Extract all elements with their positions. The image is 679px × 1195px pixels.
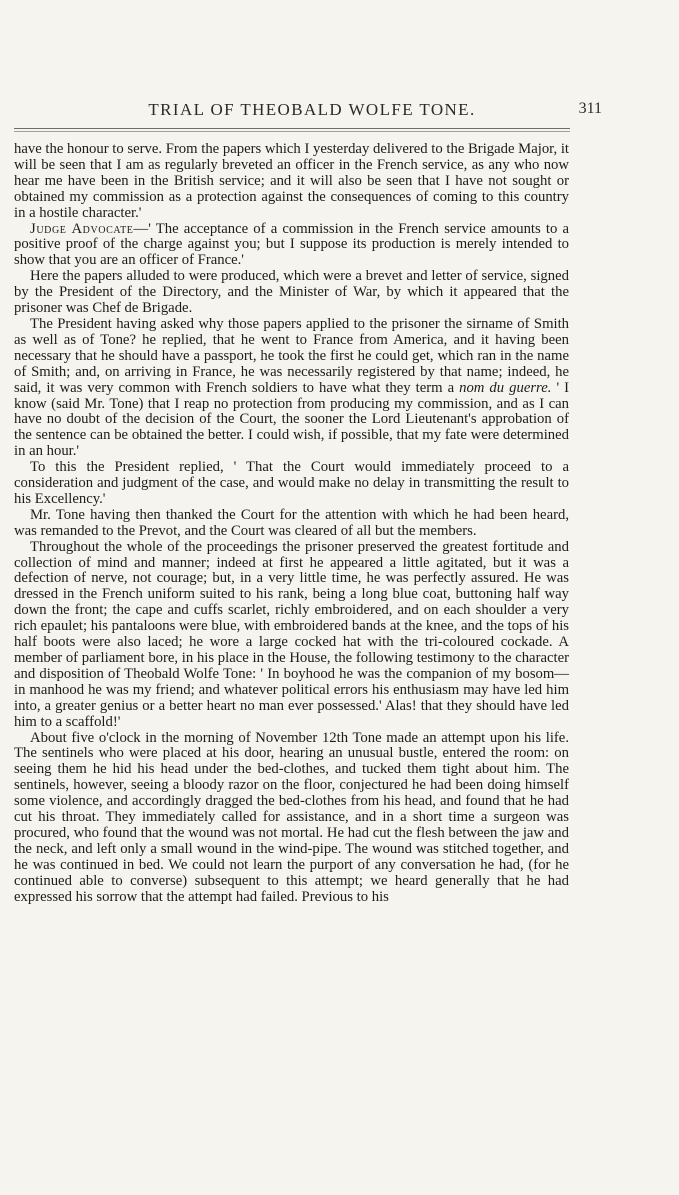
paragraph-text: have the honour to serve. From the papers which I yesterday delivered to the Brigade Major, it will be seen that I am as regularly breveted an officer in the French service, as any who now hear me have been in the British service; and it will also be seen that I have not sought or obtained my commission as a protection against the consequences of coming to this country in a hostile character.' — [14, 141, 569, 221]
running-head — [112, 100, 602, 122]
paragraph-5 — [14, 460, 569, 508]
paragraph-text: Here the papers alluded to were produced, which were a brevet and letter of service, signed by the President of the Directory, and the Minister of War, by which it appeared that the prisoner was Chef de Brigade. — [14, 268, 569, 317]
paragraph-6 — [14, 508, 569, 540]
paragraph-1 — [14, 142, 569, 222]
header-rule — [14, 128, 570, 129]
paragraph-text: About five o'clock in the morning of November 12th Tone made an attempt upon his life. The sentinels who were placed at his door, hearing an unusual bustle, entered the room: on seeing them he hid his head under the bed-clothes, and tucked them tight about him. The sentinels, however, seeing a bloody razor on the floor, conjectured he had been doing himself some violence, and accordingly dragged the bed-clothes from his head, and found that he had cut his throat. They immediately called for assistance, and in a short time a surgeon was procured, who found that the wound was not mortal. He had cut the flesh between the jaw and the neck, and left only a small wound in the wind-pipe. The wound was stitched together, and he was continued in bed. We could not learn the purport of any conversation he had, (for he continued able to converse) subsequent to this attempt; we heard generally that he had expressed his sorrow that the attempt had failed. Previous to his — [14, 729, 569, 905]
paragraph-2 — [14, 222, 569, 270]
paragraph-text: The President having asked why those papers applied to the prisoner the sirname of Smith as well as of Tone? he replied, that he went to France from America, and it having been necessary that he should have a passport, he took the first he could get, which ran in the name of Smith; and, on arriving in France, he was necessarily registered by that name; indeed, he said, it was very common with French soldiers to have what they term a — [14, 315, 569, 396]
paragraph-7 — [14, 540, 569, 731]
paragraph-4 — [14, 317, 569, 460]
paragraph-text: To this the President replied, ' That the Court would immediately proceed to a consideration and judgment of the case, and would make no delay in transmitting the result to his Excellency.' — [14, 459, 569, 507]
italic-phrase: nom du guerre. — [459, 379, 552, 396]
header-rule-thin — [14, 131, 570, 132]
page-number: 311 — [578, 100, 602, 117]
paragraph-8 — [14, 731, 569, 906]
speaker-judge-advocate: Judge Advocate — [30, 220, 134, 237]
running-title: TRIAL OF THEOBALD WOLFE TONE. — [148, 100, 476, 119]
body-text — [14, 142, 569, 1162]
paragraph-text: Throughout the whole of the proceedings the prisoner preserved the greatest fortitude and collection of mind and manner; indeed at first he appeared a little agitated, but it was a defection of nerve, not courage; but, in a very little time, he was perfectly assured. He was dressed in the French uniform suited to his rank, being a long blue coat, buttoning half way down the front; the cape and cuffs scarlet, richly embroidered, and on each shoulder a very rich epaulet; his pantaloons were blue, with embroidered bands at the knee, and the tops of his half boots were also laced; he wore a large cocked hat with the tri-coloured cockade. A member of parliament bore, in his place in the House, the following testimony to the character and disposition of Theobald Wolfe Tone: ' In boyhood he was the companion of my bosom—in manhood he was my friend; and whatever political errors his enthusiasm may have led him into, a greater genius or a better heart no man ever possessed.' Alas! that they should have led him to a scaffold!' — [14, 538, 569, 730]
paragraph-text: ' I know (said Mr. Tone) that I reap no protection from producing my commission, and as I can have no doubt of the decision of the Court, the sooner the Lord Lieutenant's approbation of the sentence can be obtained the better. I could wish, if possible, that my fate were determined in an hour.' — [14, 379, 569, 460]
paragraph-text: —' The acceptance of a commission in the French service amounts to a positive proof of the charge against you; but I suppose its production is merely intended to show that you are an officer of France.' — [14, 220, 569, 269]
paragraph-text: Mr. Tone having then thanked the Court for the attention with which he had been heard, was remanded to the Prevot, and the Court was cleared of all but the members. — [14, 506, 569, 539]
paragraph-3 — [14, 269, 569, 317]
